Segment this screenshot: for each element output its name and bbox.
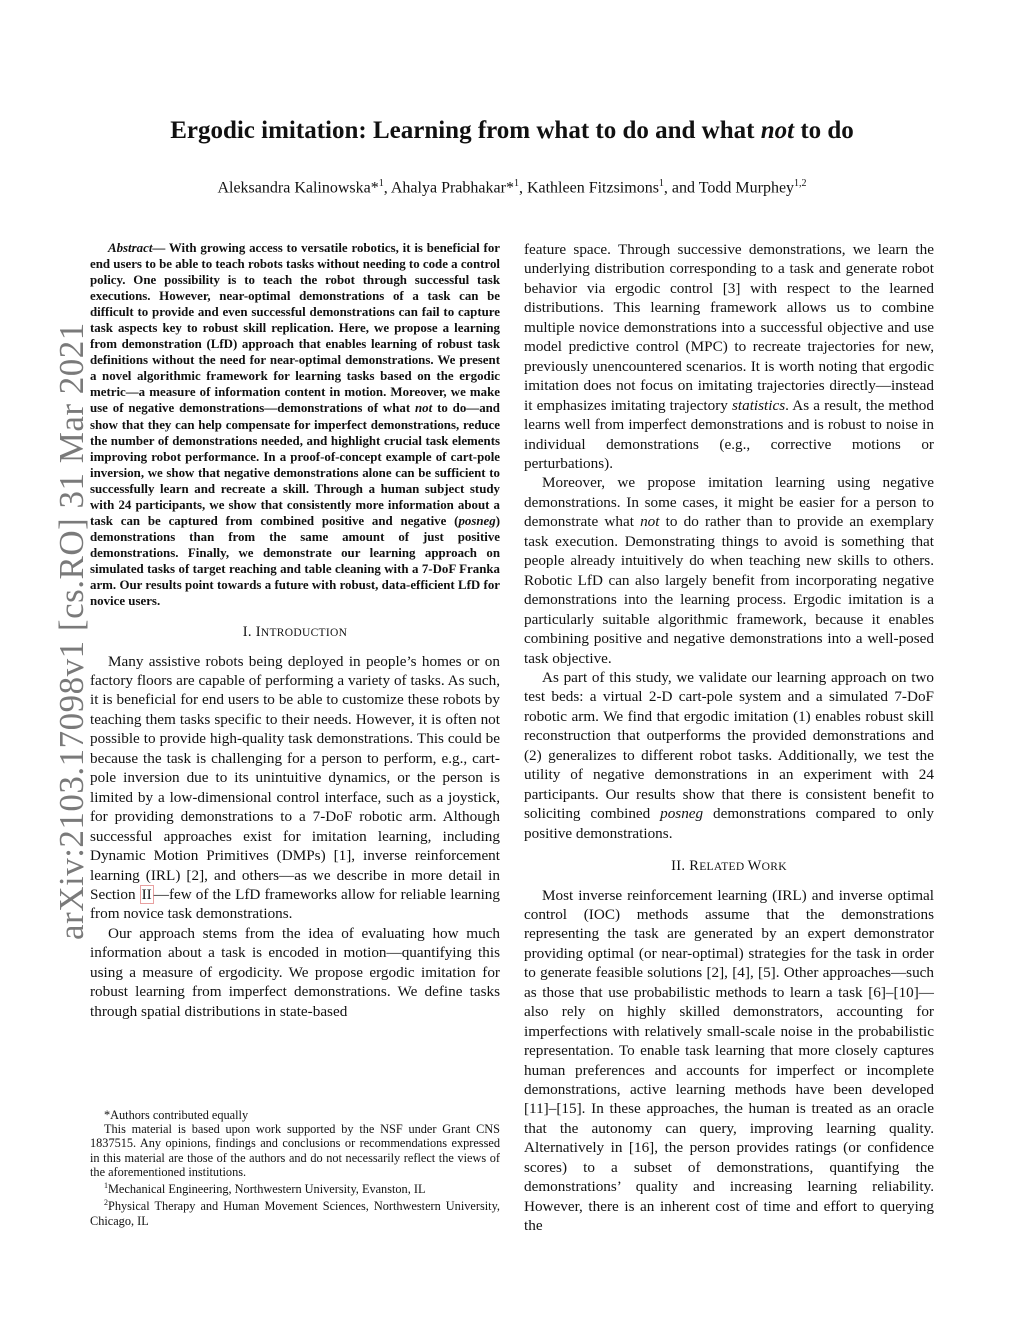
footnote: This material is based upon work supported by the NSF under Grant CNS 1837515. Any opinions, findings and conclusions or recommendations expressed in this material are those of the authors and do not necessarily reflect the views of the aforementioned institutions. xyxy=(90,1122,500,1179)
affiliation-mark: 1,2 xyxy=(794,178,807,189)
paragraph: feature space. Through successive demonstrations, we learn the underlying distribution corresponding to a task and generate robot behavior via ergodic control [3] with respect to the learned distributions. This learning framework allows us to combine multiple novice demonstrations into a successful objective and use model predictive control (MPC) to recreate trajectories for new, previously unencountered scenarios. It is worth noting that ergodic imitation does not focus on imitating trajectories directly—instead it emphasizes imitating trajectory statistics. As a result, the method learns well from imperfect demonstrations and is robust to noise in individual demonstrations (e.g., corrective motions or perturbations). xyxy=(524,241,934,472)
affiliation-mark: 1 xyxy=(658,178,664,189)
section-heading-related-work: II. RELATED WORK xyxy=(671,858,787,875)
author-list: Aleksandra Kalinowska*$^1$, Ahalya Prabhakar*$^1$, Kathleen Fitzsimons$^1$, and Todd Murphey$^{1,2}$ xyxy=(217,178,807,197)
affiliation-mark: 1 xyxy=(513,178,519,189)
paper-title: Ergodic imitation: Learning from what to do and what not to do xyxy=(170,117,854,144)
author: Kathleen Fitzsimons xyxy=(526,179,659,197)
footnote: $^1$Mechanical Engineering, Northwestern University, Evanston, IL xyxy=(104,1181,426,1197)
footnote: *Authors contributed equally xyxy=(104,1108,249,1122)
paragraph: Many assistive robots being deployed in people’s homes or on factory floors are capable of performing a variety of tasks. As such, it is beneficial for end users to be able to customize these robots by teaching them tasks specific to their needs. However, it is often not possible to provide high-quality task demonstrations. This could be because the task is challenging for a person to perform, e.g., cart-pole inversion due to its unintuitive dynamics, or the person is limited by a low-dimensional control interface, such as a joystick, for providing demonstrations to a 7-DoF robotic arm. Although successful approaches exist for imitation learning, including Dynamic Motion Primitives (DMPs) [1], inverse reinforcement learning (IRL) [2], and others—as we describe in more detail in Section II —few of the LfD frameworks allow for reliable learning from novice task demonstrations. xyxy=(90,652,500,923)
left-column xyxy=(90,240,500,1021)
abstract-label: Abstract xyxy=(108,241,153,255)
paragraph: As part of this study, we validate our learning approach on two test beds: a virtual 2-D cart-pole system and a simulated 7-DoF robotic arm. We find that ergodic imitation (1) enables robust skill reconstruction that outperforms the provided demonstrations and (2) generalizes to different robot tasks. Additionally, we test the utility of negative demonstrations in an experiment with 24 participants. Our results show that there is consistent benefit to soliciting combined posneg demonstrations compared to only positive demonstrations. xyxy=(524,668,934,842)
paragraph: Our approach stems from the idea of evaluating how much information about a task is encoded in motion—quantifying this using a measure of ergodicity. We propose ergodic imitation for robust learning from imperfect demonstrations. We define tasks through spatial distributions in state-based xyxy=(90,924,500,1020)
abstract: Abstract— With growing access to versatile robotics, it is beneficial for end users to be able to teach robots tasks without needing to code a control policy. One possibility is to teach the robot through successful task executions. However, near-optimal demonstrations of a task can be difficult to provide and even successful demonstrations can fail to capture task aspects key to robust skill replication. Here, we propose a learning from demonstration (LfD) approach that enables learning of robust task definitions without the need for near-optimal demonstrations. We present a novel algorithmic framework for learning tasks based on the ergodic metric—a measure of information content in motion. Moreover, we make use of negative demonstrations—demonstrations of what not to do—and show that they can help compensate for imperfect demonstrations, reduce the number of demonstrations needed, and highlight crucial task elements improving robot performance. In a proof-of-concept example of cart-pole inversion, we show that negative demonstrations alone can be sufficient to successfully learn and recreate a skill. Through a human subject study with 24 participants, we show that consistently more information about a task can be captured from combined positive and negative (posneg) demonstrations than from the same amount of just positive demonstrations. Finally, we demonstrate our learning approach on simulated tasks of target reaching and table cleaning with a 7-DoF Franka arm. Our results point towards a future with robust, data-efficient LfD for novice users. xyxy=(90,241,501,609)
section-link[interactable]: II xyxy=(141,885,152,903)
paragraph: Moreover, we propose imitation learning using negative demonstrations. In some cases, it might be easier for a person to demonstrate what not to do rather than to provide an exemplary task execution. Demonstrating things to avoid is something that people already intuitively do when teaching new skills to others. Robotic LfD can also largely benefit from incorporating negative demonstrations into the learning process. Ergodic imitation is a particularly suitable algorithmic framework, because it enables combining positive and negative demonstrations into a well-posed task objective. xyxy=(524,474,934,667)
arxiv-identifier: arXiv:2103.17098v1 [cs.RO] 31 Mar 2021 xyxy=(52,322,91,940)
author: Aleksandra Kalinowska* xyxy=(217,179,379,197)
right-column xyxy=(524,240,934,1236)
author: Ahalya Prabhakar* xyxy=(390,179,514,197)
author: Todd Murphey xyxy=(698,179,795,197)
footnotes xyxy=(90,1108,500,1228)
footnote: $^2$Physical Therapy and Human Movement Sciences, Northwestern University, Chicago, IL xyxy=(90,1198,500,1228)
paragraph: Most inverse reinforcement learning (IRL) and inverse optimal control (IOC) methods assume that the demonstrations representing the task are generated by an expert demonstrator providing optimal (or near-optimal) strategies for the task in order to generate feasible solutions [2], [4], [5]. Other approaches—such as those that use probabilistic methods to learn a task [6]–[10]—also rely on highly skilled demonstrators, accounting for imperfections with relatively small-scale noise in the probabilistic representation. To enable task learning that more closely captures human preferences and accounts for imperfect or incomplete demonstrations, active learning methods have been developed [11]–[15]. In these approaches, the human is treated as an oracle that the autonomy can query, improving learning quality. Alternatively in [16], the person provides ratings (or confidence scores) to a subset of demonstrations, quantifying the demonstrations’ quality and increasing learning reliability. However, there is an inherent cost of time and effort to querying the xyxy=(524,886,934,1235)
affiliation-mark: 1 xyxy=(378,178,384,189)
section-heading-introduction: I. INTRODUCTION xyxy=(242,624,348,641)
